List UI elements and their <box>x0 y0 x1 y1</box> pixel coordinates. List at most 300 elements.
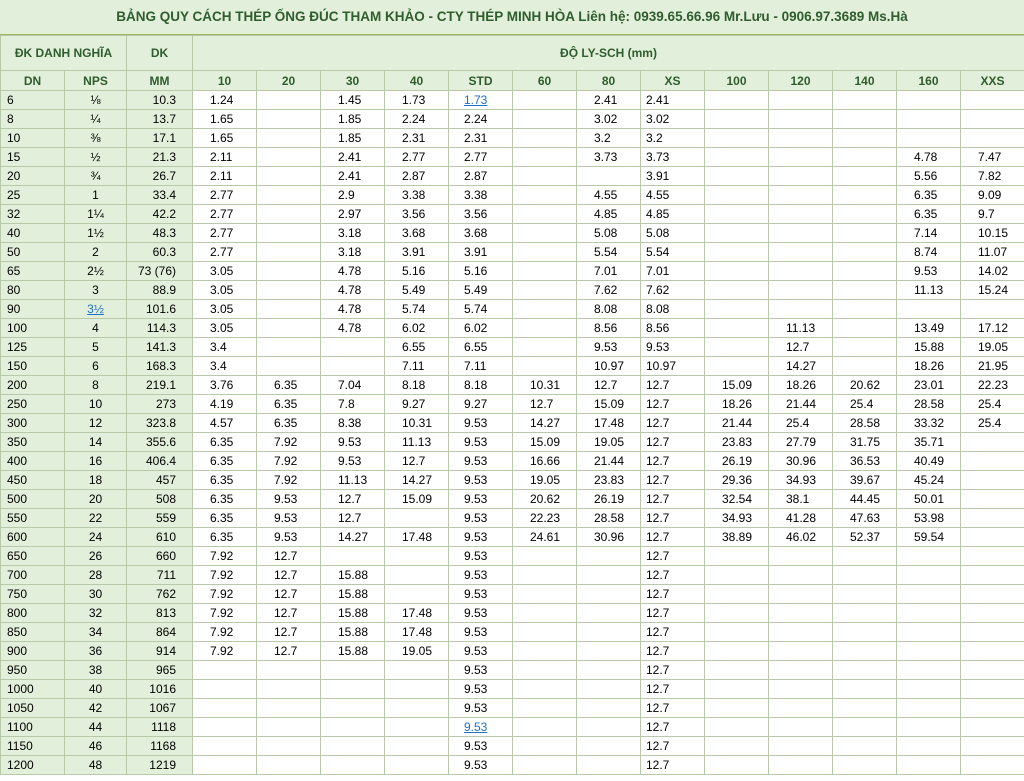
cell-sch-100 <box>705 319 769 338</box>
cell-dn: 6 <box>1 91 65 110</box>
cell-sch-160: 53.98 <box>897 509 961 528</box>
cell-sch-xxs <box>961 604 1024 623</box>
cell-sch-100 <box>705 357 769 376</box>
cell-sch-40: 2.24 <box>385 110 449 129</box>
cell-sch-xxs <box>961 585 1024 604</box>
cell-sch-80: 21.44 <box>577 452 641 471</box>
cell-sch-100 <box>705 110 769 129</box>
cell-sch-xs: 12.7 <box>641 699 705 718</box>
cell-nps: 5 <box>65 338 127 357</box>
cell-sch-30 <box>321 737 385 756</box>
cell-sch-40: 8.18 <box>385 376 449 395</box>
cell-sch-160 <box>897 623 961 642</box>
cell-sch-10: 6.35 <box>193 433 257 452</box>
cell-sch-140: 47.63 <box>833 509 897 528</box>
cell-sch-20 <box>257 262 321 281</box>
cell-sch-xxs <box>961 680 1024 699</box>
cell-sch-30: 1.45 <box>321 91 385 110</box>
cell-sch-80 <box>577 699 641 718</box>
cell-dn: 10 <box>1 129 65 148</box>
cell-sch-10 <box>193 680 257 699</box>
cell-nps: 1½ <box>65 224 127 243</box>
header-dn: DN <box>1 71 65 91</box>
cell-sch-std: 9.53 <box>449 623 513 642</box>
cell-sch-100: 21.44 <box>705 414 769 433</box>
cell-sch-100 <box>705 186 769 205</box>
cell-sch-160: 15.88 <box>897 338 961 357</box>
cell-sch-60: 10.31 <box>513 376 577 395</box>
cell-sch-160: 7.14 <box>897 224 961 243</box>
cell-sch-xxs <box>961 756 1024 775</box>
cell-sch-120 <box>769 91 833 110</box>
cell-sch-xxs: 7.82 <box>961 167 1024 186</box>
cell-sch-10: 2.11 <box>193 148 257 167</box>
cell-sch-10: 6.35 <box>193 471 257 490</box>
cell-dn: 600 <box>1 528 65 547</box>
cell-sch-60 <box>513 129 577 148</box>
cell-sch-60 <box>513 300 577 319</box>
cell-sch-std: 6.02 <box>449 319 513 338</box>
table-row <box>1 357 1024 376</box>
cell-dn: 1200 <box>1 756 65 775</box>
cell-sch-20 <box>257 148 321 167</box>
cell-sch-80 <box>577 661 641 680</box>
cell-link[interactable]: 3½ <box>87 302 104 316</box>
cell-sch-140 <box>833 737 897 756</box>
cell-sch-std: 9.27 <box>449 395 513 414</box>
cell-dn: 850 <box>1 623 65 642</box>
cell-sch-140: 52.37 <box>833 528 897 547</box>
cell-sch-160: 11.13 <box>897 281 961 300</box>
cell-sch-xxs: 7.47 <box>961 148 1024 167</box>
cell-sch-60 <box>513 604 577 623</box>
table-row <box>1 756 1024 775</box>
cell-sch-60 <box>513 642 577 661</box>
cell-mm: 48.3 <box>127 224 193 243</box>
cell-sch-xs: 12.7 <box>641 623 705 642</box>
cell-mm: 141.3 <box>127 338 193 357</box>
cell-sch-120 <box>769 186 833 205</box>
cell-sch-xxs: 14.02 <box>961 262 1024 281</box>
table-row <box>1 281 1024 300</box>
cell-mm: 457 <box>127 471 193 490</box>
cell-sch-160: 8.74 <box>897 243 961 262</box>
cell-sch-xs: 7.01 <box>641 262 705 281</box>
cell-sch-100: 26.19 <box>705 452 769 471</box>
cell-sch-120 <box>769 110 833 129</box>
cell-sch-xxs <box>961 509 1024 528</box>
cell-sch-40: 14.27 <box>385 471 449 490</box>
table-row <box>1 642 1024 661</box>
cell-sch-140 <box>833 319 897 338</box>
cell-sch-100 <box>705 243 769 262</box>
cell-sch-160 <box>897 585 961 604</box>
cell-sch-160: 9.53 <box>897 262 961 281</box>
table-row <box>1 319 1024 338</box>
cell-sch-60: 14.27 <box>513 414 577 433</box>
cell-sch-20 <box>257 243 321 262</box>
cell-nps: 2½ <box>65 262 127 281</box>
cell-sch-xs: 8.56 <box>641 319 705 338</box>
cell-sch-80: 2.41 <box>577 91 641 110</box>
cell-sch-30: 9.53 <box>321 452 385 471</box>
cell-sch-160: 23.01 <box>897 376 961 395</box>
cell-sch-10: 3.4 <box>193 357 257 376</box>
cell-sch-120: 38.1 <box>769 490 833 509</box>
cell-sch-30 <box>321 357 385 376</box>
cell-sch-40: 15.09 <box>385 490 449 509</box>
cell-nps: 22 <box>65 509 127 528</box>
cell-sch-20 <box>257 680 321 699</box>
cell-sch-140 <box>833 585 897 604</box>
cell-sch-std <box>449 91 513 110</box>
cell-sch-80: 12.7 <box>577 376 641 395</box>
cell-sch-30: 14.27 <box>321 528 385 547</box>
cell-sch-120: 34.93 <box>769 471 833 490</box>
cell-sch-std: 2.77 <box>449 148 513 167</box>
cell-sch-std: 5.49 <box>449 281 513 300</box>
cell-nps: 46 <box>65 737 127 756</box>
header-do-ly-sch: ĐỘ LY-SCH (mm) <box>193 36 1024 71</box>
cell-sch-xs: 12.7 <box>641 661 705 680</box>
cell-sch-120: 11.13 <box>769 319 833 338</box>
cell-sch-140 <box>833 186 897 205</box>
cell-sch-30: 15.88 <box>321 585 385 604</box>
cell-sch-std: 9.53 <box>449 699 513 718</box>
cell-sch-xs: 12.7 <box>641 433 705 452</box>
cell-sch-140 <box>833 623 897 642</box>
cell-sch-xxs <box>961 623 1024 642</box>
cell-dn: 1000 <box>1 680 65 699</box>
cell-sch-40: 12.7 <box>385 452 449 471</box>
cell-sch-80: 3.02 <box>577 110 641 129</box>
table-row <box>1 395 1024 414</box>
cell-dn: 700 <box>1 566 65 585</box>
cell-dn: 400 <box>1 452 65 471</box>
cell-sch-60 <box>513 680 577 699</box>
cell-sch-xxs <box>961 547 1024 566</box>
cell-sch-140 <box>833 148 897 167</box>
cell-sch-60 <box>513 756 577 775</box>
cell-sch-30: 3.18 <box>321 243 385 262</box>
cell-sch-160: 13.49 <box>897 319 961 338</box>
cell-sch-80: 9.53 <box>577 338 641 357</box>
cell-sch-120: 25.4 <box>769 414 833 433</box>
cell-sch-20 <box>257 167 321 186</box>
cell-sch-10: 7.92 <box>193 623 257 642</box>
cell-sch-120 <box>769 737 833 756</box>
cell-sch-40: 3.56 <box>385 205 449 224</box>
cell-nps: 30 <box>65 585 127 604</box>
cell-sch-xxs <box>961 718 1024 737</box>
cell-sch-80 <box>577 585 641 604</box>
cell-nps: 18 <box>65 471 127 490</box>
cell-sch-10 <box>193 756 257 775</box>
cell-sch-30: 2.97 <box>321 205 385 224</box>
cell-sch-160: 45.24 <box>897 471 961 490</box>
cell-sch-120 <box>769 699 833 718</box>
cell-sch-xs: 2.41 <box>641 91 705 110</box>
table-row <box>1 338 1024 357</box>
cell-sch-80 <box>577 623 641 642</box>
cell-sch-20: 12.7 <box>257 585 321 604</box>
cell-sch-160 <box>897 756 961 775</box>
header-sch-120: 120 <box>769 71 833 91</box>
table-row <box>1 566 1024 585</box>
cell-sch-160 <box>897 604 961 623</box>
cell-nps: 24 <box>65 528 127 547</box>
cell-sch-xs: 7.62 <box>641 281 705 300</box>
header-sch-10: 10 <box>193 71 257 91</box>
cell-sch-xs: 12.7 <box>641 680 705 699</box>
cell-sch-160: 59.54 <box>897 528 961 547</box>
cell-dn: 650 <box>1 547 65 566</box>
cell-sch-10: 2.77 <box>193 186 257 205</box>
cell-sch-20: 12.7 <box>257 547 321 566</box>
cell-dn: 450 <box>1 471 65 490</box>
table-row <box>1 680 1024 699</box>
table-row <box>1 186 1024 205</box>
cell-sch-10: 3.4 <box>193 338 257 357</box>
cell-sch-xxs: 10.15 <box>961 224 1024 243</box>
cell-sch-60 <box>513 91 577 110</box>
cell-mm: 219.1 <box>127 376 193 395</box>
cell-sch-100: 38.89 <box>705 528 769 547</box>
cell-link[interactable]: 1.73 <box>464 93 488 107</box>
cell-sch-120: 46.02 <box>769 528 833 547</box>
cell-sch-20 <box>257 661 321 680</box>
cell-sch-xs: 12.7 <box>641 395 705 414</box>
cell-sch-std <box>449 718 513 737</box>
cell-nps: 10 <box>65 395 127 414</box>
cell-sch-30: 7.04 <box>321 376 385 395</box>
cell-sch-10: 3.05 <box>193 281 257 300</box>
cell-sch-xxs <box>961 661 1024 680</box>
cell-dn: 950 <box>1 661 65 680</box>
cell-sch-xs: 9.53 <box>641 338 705 357</box>
cell-sch-100 <box>705 642 769 661</box>
cell-sch-140 <box>833 167 897 186</box>
cell-sch-80 <box>577 680 641 699</box>
cell-sch-40: 7.11 <box>385 357 449 376</box>
cell-sch-120: 27.79 <box>769 433 833 452</box>
cell-sch-60: 16.66 <box>513 452 577 471</box>
cell-nps: ¾ <box>65 167 127 186</box>
cell-sch-80: 4.85 <box>577 205 641 224</box>
cell-sch-xs: 3.73 <box>641 148 705 167</box>
cell-sch-30: 4.78 <box>321 262 385 281</box>
header-sch-30: 30 <box>321 71 385 91</box>
cell-sch-10: 4.19 <box>193 395 257 414</box>
table-row <box>1 490 1024 509</box>
cell-nps: 6 <box>65 357 127 376</box>
cell-sch-xs: 12.7 <box>641 585 705 604</box>
header-sch-140: 140 <box>833 71 897 91</box>
cell-sch-20 <box>257 319 321 338</box>
cell-sch-160 <box>897 110 961 129</box>
cell-sch-140: 20.62 <box>833 376 897 395</box>
cell-link[interactable]: 9.53 <box>464 720 488 734</box>
cell-sch-160: 40.49 <box>897 452 961 471</box>
cell-nps: 28 <box>65 566 127 585</box>
table-row <box>1 718 1024 737</box>
cell-sch-60 <box>513 585 577 604</box>
cell-mm: 1118 <box>127 718 193 737</box>
cell-nps: ½ <box>65 148 127 167</box>
cell-sch-10: 3.05 <box>193 262 257 281</box>
cell-sch-160 <box>897 699 961 718</box>
cell-sch-100 <box>705 300 769 319</box>
cell-sch-20 <box>257 357 321 376</box>
cell-dn: 80 <box>1 281 65 300</box>
cell-sch-xxs: 15.24 <box>961 281 1024 300</box>
cell-sch-20 <box>257 186 321 205</box>
cell-sch-xxs <box>961 129 1024 148</box>
cell-sch-std: 9.53 <box>449 737 513 756</box>
cell-sch-100 <box>705 129 769 148</box>
header-nps: NPS <box>65 71 127 91</box>
table-row <box>1 300 1024 319</box>
cell-sch-std: 7.11 <box>449 357 513 376</box>
cell-sch-40 <box>385 680 449 699</box>
cell-dn: 800 <box>1 604 65 623</box>
cell-sch-xs: 12.7 <box>641 718 705 737</box>
table-row <box>1 262 1024 281</box>
cell-sch-140 <box>833 224 897 243</box>
cell-sch-120 <box>769 224 833 243</box>
cell-sch-xs: 4.85 <box>641 205 705 224</box>
cell-sch-std: 9.53 <box>449 661 513 680</box>
header-sch-40: 40 <box>385 71 449 91</box>
cell-sch-20: 9.53 <box>257 528 321 547</box>
cell-sch-140 <box>833 604 897 623</box>
cell-sch-10: 6.35 <box>193 509 257 528</box>
cell-sch-60 <box>513 623 577 642</box>
cell-dn: 150 <box>1 357 65 376</box>
cell-sch-30: 12.7 <box>321 490 385 509</box>
cell-sch-std: 6.55 <box>449 338 513 357</box>
cell-sch-140 <box>833 91 897 110</box>
cell-sch-20 <box>257 699 321 718</box>
cell-mm: 114.3 <box>127 319 193 338</box>
cell-sch-20: 6.35 <box>257 414 321 433</box>
cell-sch-10: 7.92 <box>193 566 257 585</box>
cell-sch-xxs: 25.4 <box>961 414 1024 433</box>
cell-nps: ⅜ <box>65 129 127 148</box>
table-row <box>1 547 1024 566</box>
cell-sch-140 <box>833 300 897 319</box>
cell-sch-10: 6.35 <box>193 490 257 509</box>
cell-sch-100 <box>705 756 769 775</box>
cell-sch-40: 6.55 <box>385 338 449 357</box>
cell-dn: 90 <box>1 300 65 319</box>
cell-dn: 1050 <box>1 699 65 718</box>
cell-sch-60 <box>513 661 577 680</box>
cell-sch-30: 11.13 <box>321 471 385 490</box>
table-row <box>1 167 1024 186</box>
pipe-spec-table <box>0 35 1024 775</box>
cell-dn: 550 <box>1 509 65 528</box>
table-row <box>1 585 1024 604</box>
cell-sch-xxs: 19.05 <box>961 338 1024 357</box>
cell-mm: 26.7 <box>127 167 193 186</box>
cell-sch-120: 12.7 <box>769 338 833 357</box>
cell-sch-140 <box>833 205 897 224</box>
cell-sch-120 <box>769 129 833 148</box>
cell-sch-120 <box>769 661 833 680</box>
cell-mm: 33.4 <box>127 186 193 205</box>
cell-nps <box>65 300 127 319</box>
cell-sch-40 <box>385 566 449 585</box>
cell-nps: 20 <box>65 490 127 509</box>
table-row <box>1 433 1024 452</box>
cell-sch-100 <box>705 547 769 566</box>
cell-sch-40 <box>385 737 449 756</box>
cell-sch-40: 19.05 <box>385 642 449 661</box>
cell-sch-xs: 12.7 <box>641 376 705 395</box>
cell-sch-30 <box>321 661 385 680</box>
cell-sch-140 <box>833 129 897 148</box>
cell-sch-40: 3.91 <box>385 243 449 262</box>
cell-sch-20: 7.92 <box>257 433 321 452</box>
cell-nps: 3 <box>65 281 127 300</box>
cell-sch-100 <box>705 680 769 699</box>
cell-mm: 323.8 <box>127 414 193 433</box>
cell-sch-140 <box>833 566 897 585</box>
cell-dn: 900 <box>1 642 65 661</box>
cell-nps: 4 <box>65 319 127 338</box>
cell-mm: 168.3 <box>127 357 193 376</box>
cell-sch-160 <box>897 737 961 756</box>
cell-sch-40 <box>385 547 449 566</box>
cell-dn: 200 <box>1 376 65 395</box>
cell-sch-10 <box>193 699 257 718</box>
cell-sch-60 <box>513 262 577 281</box>
cell-sch-120: 30.96 <box>769 452 833 471</box>
cell-sch-xs: 5.54 <box>641 243 705 262</box>
cell-sch-20 <box>257 300 321 319</box>
cell-sch-10: 2.77 <box>193 224 257 243</box>
cell-sch-160 <box>897 661 961 680</box>
cell-sch-xxs <box>961 452 1024 471</box>
cell-sch-xs: 12.7 <box>641 471 705 490</box>
cell-sch-100 <box>705 91 769 110</box>
cell-sch-20: 6.35 <box>257 376 321 395</box>
cell-sch-80: 7.01 <box>577 262 641 281</box>
cell-sch-xs: 12.7 <box>641 490 705 509</box>
cell-sch-140: 25.4 <box>833 395 897 414</box>
cell-sch-140: 39.67 <box>833 471 897 490</box>
cell-mm: 914 <box>127 642 193 661</box>
cell-sch-60 <box>513 718 577 737</box>
cell-sch-10 <box>193 661 257 680</box>
cell-sch-xxs: 9.7 <box>961 205 1024 224</box>
cell-sch-120: 41.28 <box>769 509 833 528</box>
cell-sch-std: 9.53 <box>449 490 513 509</box>
cell-sch-140: 31.75 <box>833 433 897 452</box>
cell-sch-xs: 12.7 <box>641 756 705 775</box>
cell-sch-100: 18.26 <box>705 395 769 414</box>
cell-sch-160: 33.32 <box>897 414 961 433</box>
cell-sch-100 <box>705 585 769 604</box>
cell-sch-std: 2.87 <box>449 167 513 186</box>
cell-sch-20 <box>257 338 321 357</box>
cell-sch-160: 5.56 <box>897 167 961 186</box>
cell-sch-20: 7.92 <box>257 452 321 471</box>
cell-sch-30: 1.85 <box>321 110 385 129</box>
cell-sch-120 <box>769 205 833 224</box>
table-body <box>1 91 1024 775</box>
